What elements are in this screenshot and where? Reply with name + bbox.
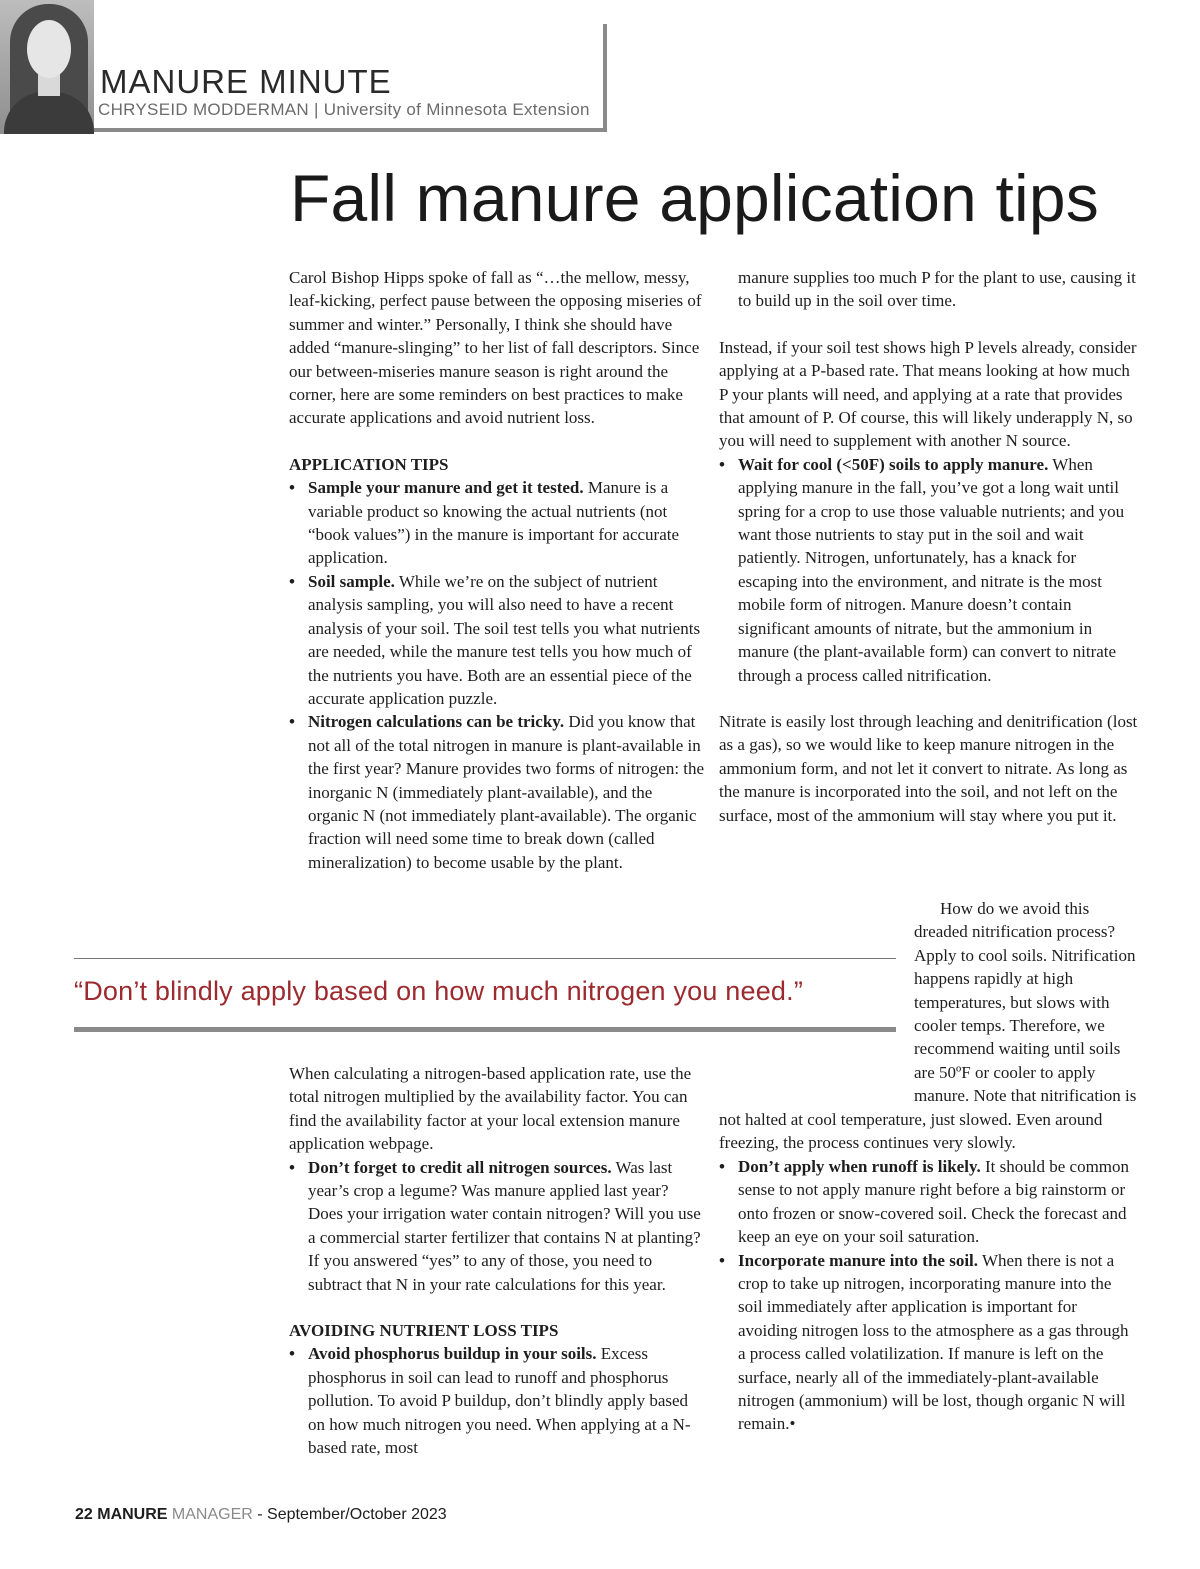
application-tips-list-continued <box>289 1156 707 1296</box>
spacer <box>289 430 707 453</box>
header-rule-vertical <box>603 24 607 132</box>
list-item <box>289 1342 707 1459</box>
tip-body: When applying manure in the fall, you’ve got a long wait until spring for a crop to use those valuable nutrients; and you want those nutrients to stay put in the soil and wait patiently. Nitrogen, unfortunately, has a knack for escaping into the environment, and nitrate is the most mobile form of nitrogen. Manure doesn’t contain significant amounts of nitrate, but the ammonium in manure (the plant-available form) can convert to nitrate through a process called nitrification. <box>738 454 1125 685</box>
tip-body: Did you know that not all of the total nitrogen in manure is plant-available in the first year? Manure provides two forms of nitrogen: the inorganic N (immediately plant-available), and the organic N (not immediately plant-available). The organic fraction will need some time to break down (called mineralization) to become usable by the plant. <box>308 712 705 872</box>
nutrient-tips-list <box>289 1342 707 1459</box>
page-number-brand: 22 MANURE <box>75 1506 168 1523</box>
instead-paragraph: Instead, if your soil test shows high P levels already, consider applying at a P-based rate. That means looking at how much P your plants will need, and applying at a rate that provides that amount of P. Of course, this will likely underapply N, so you will need to supplement with another N source. <box>719 337 1137 451</box>
tip-lead: Incorporate manure into the soil. <box>738 1250 979 1270</box>
tip-lead: Soil sample. <box>308 571 395 591</box>
brand-light: MANAGER <box>167 1506 253 1523</box>
photo-face-shape <box>27 20 71 78</box>
application-tips-list <box>289 476 707 874</box>
pull-quote-rule-top <box>74 958 896 959</box>
tip-lead: Don’t forget to credit all nitrogen sources. <box>308 1157 612 1177</box>
avoid-paragraph: How do we avoid this dreaded nitrification process? Apply to cool soils. Nitrification happens rapidly at high temperatures, but slows with cooler temps. Therefore, we recommend waiting until soils are 50ºF or cooler to apply manure. Note that nitrification is not halted at cool temperature, just slowed. Even around freezing, the process continues very slowly. <box>719 899 1137 1153</box>
nitrate-paragraph: Nitrate is easily lost through leaching and denitrification (lost as a gas), so we would like to keep manure nitrogen in the ammonium form, and not let it convert to nitrate. As long as the manure is incorporated into the soil, and not left on the surface, most of the ammonium will stay where you put it. <box>719 711 1138 825</box>
list-item <box>289 570 707 710</box>
list-item <box>719 1155 1139 1249</box>
intro-paragraph: Carol Bishop Hipps spoke of fall as “…the mellow, messy, leaf-kicking, perfect pause between the opposing miseries of summer and winter.” Personally, I think she should have added “manure-slinging” to her list of fall descriptors. Since our between-miseries manure season is right around the corner, here are some reminders on best practices to make accurate applications and avoid nutrient loss. <box>289 268 702 428</box>
tip-body: When there is not a crop to take up nitrogen, incorporating manure into the soil immediately after application is important for avoiding nitrogen loss to the atmosphere as a gas through a process called volatilization. If manure is left on the surface, nearly all of the immediately-plant-available nitrogen (ammonium) will be lost, though organic N will remain.• <box>738 1250 1129 1434</box>
application-tips-heading: APPLICATION TIPS <box>289 454 449 474</box>
tip-body: Manure is a variable product so knowing the actual nutrients (not “book values”) in the manure is important for accurate application. <box>308 478 680 568</box>
list-item <box>289 710 707 874</box>
list-item <box>719 1249 1139 1436</box>
tip-body: It should be common sense to not apply manure right before a big rainstorm or onto frozen or snow-covered soil. Check the forecast and keep an eye on your soil saturation. <box>738 1157 1130 1247</box>
tip-body: While we’re on the subject of nutrient analysis sampling, you will also need to have a recent analysis of your soil. The soil test tells you what nutrients are needed, while the manure test tells you how much of the nutrients you have. Both are an essential piece of the accurate application puzzle. <box>308 571 701 708</box>
issue-date: - September/October 2023 <box>252 1506 447 1523</box>
column-title: MANURE MINUTE <box>100 63 392 100</box>
tip-lead: Nitrogen calculations can be tricky. <box>308 712 565 732</box>
avoid-paragraph-wrap <box>719 897 1139 1154</box>
right-column-lower <box>719 1155 1139 1436</box>
left-column-upper <box>289 266 707 874</box>
author-photo <box>0 0 94 134</box>
tip-lead: Avoid phosphorus buildup in your soils. <box>308 1344 597 1364</box>
nutrient-tips-list-continued <box>719 453 1139 687</box>
article-title: Fall manure application tips <box>290 161 1100 235</box>
pull-quote-rule-bottom <box>74 1027 896 1032</box>
nutrient-tips-list-final <box>719 1155 1139 1436</box>
page-footer <box>75 1506 447 1524</box>
spacer <box>719 313 1139 336</box>
tip-lead: Sample your manure and get it tested. <box>308 478 584 498</box>
pull-quote: “Don’t blindly apply based on how much nitrogen you need.” <box>74 976 804 1006</box>
tip-body: Was last year’s crop a legume? Was manure applied last year? Does your irrigation water contain nitrogen? Will you use a commercial starter fertilizer that contains N at planting? If you answered “yes” to any of those, you need to subtract that N in your rate calculations for this year. <box>308 1157 701 1294</box>
list-item <box>289 1156 707 1296</box>
right-column-upper <box>719 266 1139 828</box>
nutrient-loss-heading: AVOIDING NUTRIENT LOSS TIPS <box>289 1321 559 1341</box>
spacer <box>719 687 1139 710</box>
list-item <box>289 476 707 570</box>
header-rule-horizontal <box>94 128 607 132</box>
tip-continuation: manure supplies too much P for the plant to use, causing it to build up in the soil over time. <box>738 268 1136 311</box>
calculation-paragraph: When calculating a nitrogen-based application rate, use the total nitrogen multiplied by the availability factor. You can find the availability factor at your local extension manure application webpage. <box>289 1064 692 1154</box>
tip-lead: Don’t apply when runoff is likely. <box>738 1157 981 1176</box>
author-byline: CHRYSEID MODDERMAN | University of Minnesota Extension <box>98 100 590 119</box>
tip-body: Excess phosphorus in soil can lead to runoff and phosphorus pollution. To avoid P buildup, don’t blindly apply based on how much nitrogen you need. When applying at a N-based rate, most <box>308 1344 691 1458</box>
spacer <box>289 1296 707 1319</box>
left-column-lower <box>289 1062 707 1460</box>
list-item <box>719 453 1139 687</box>
tip-lead: Wait for cool (<50F) soils to apply manure. <box>738 454 1049 474</box>
